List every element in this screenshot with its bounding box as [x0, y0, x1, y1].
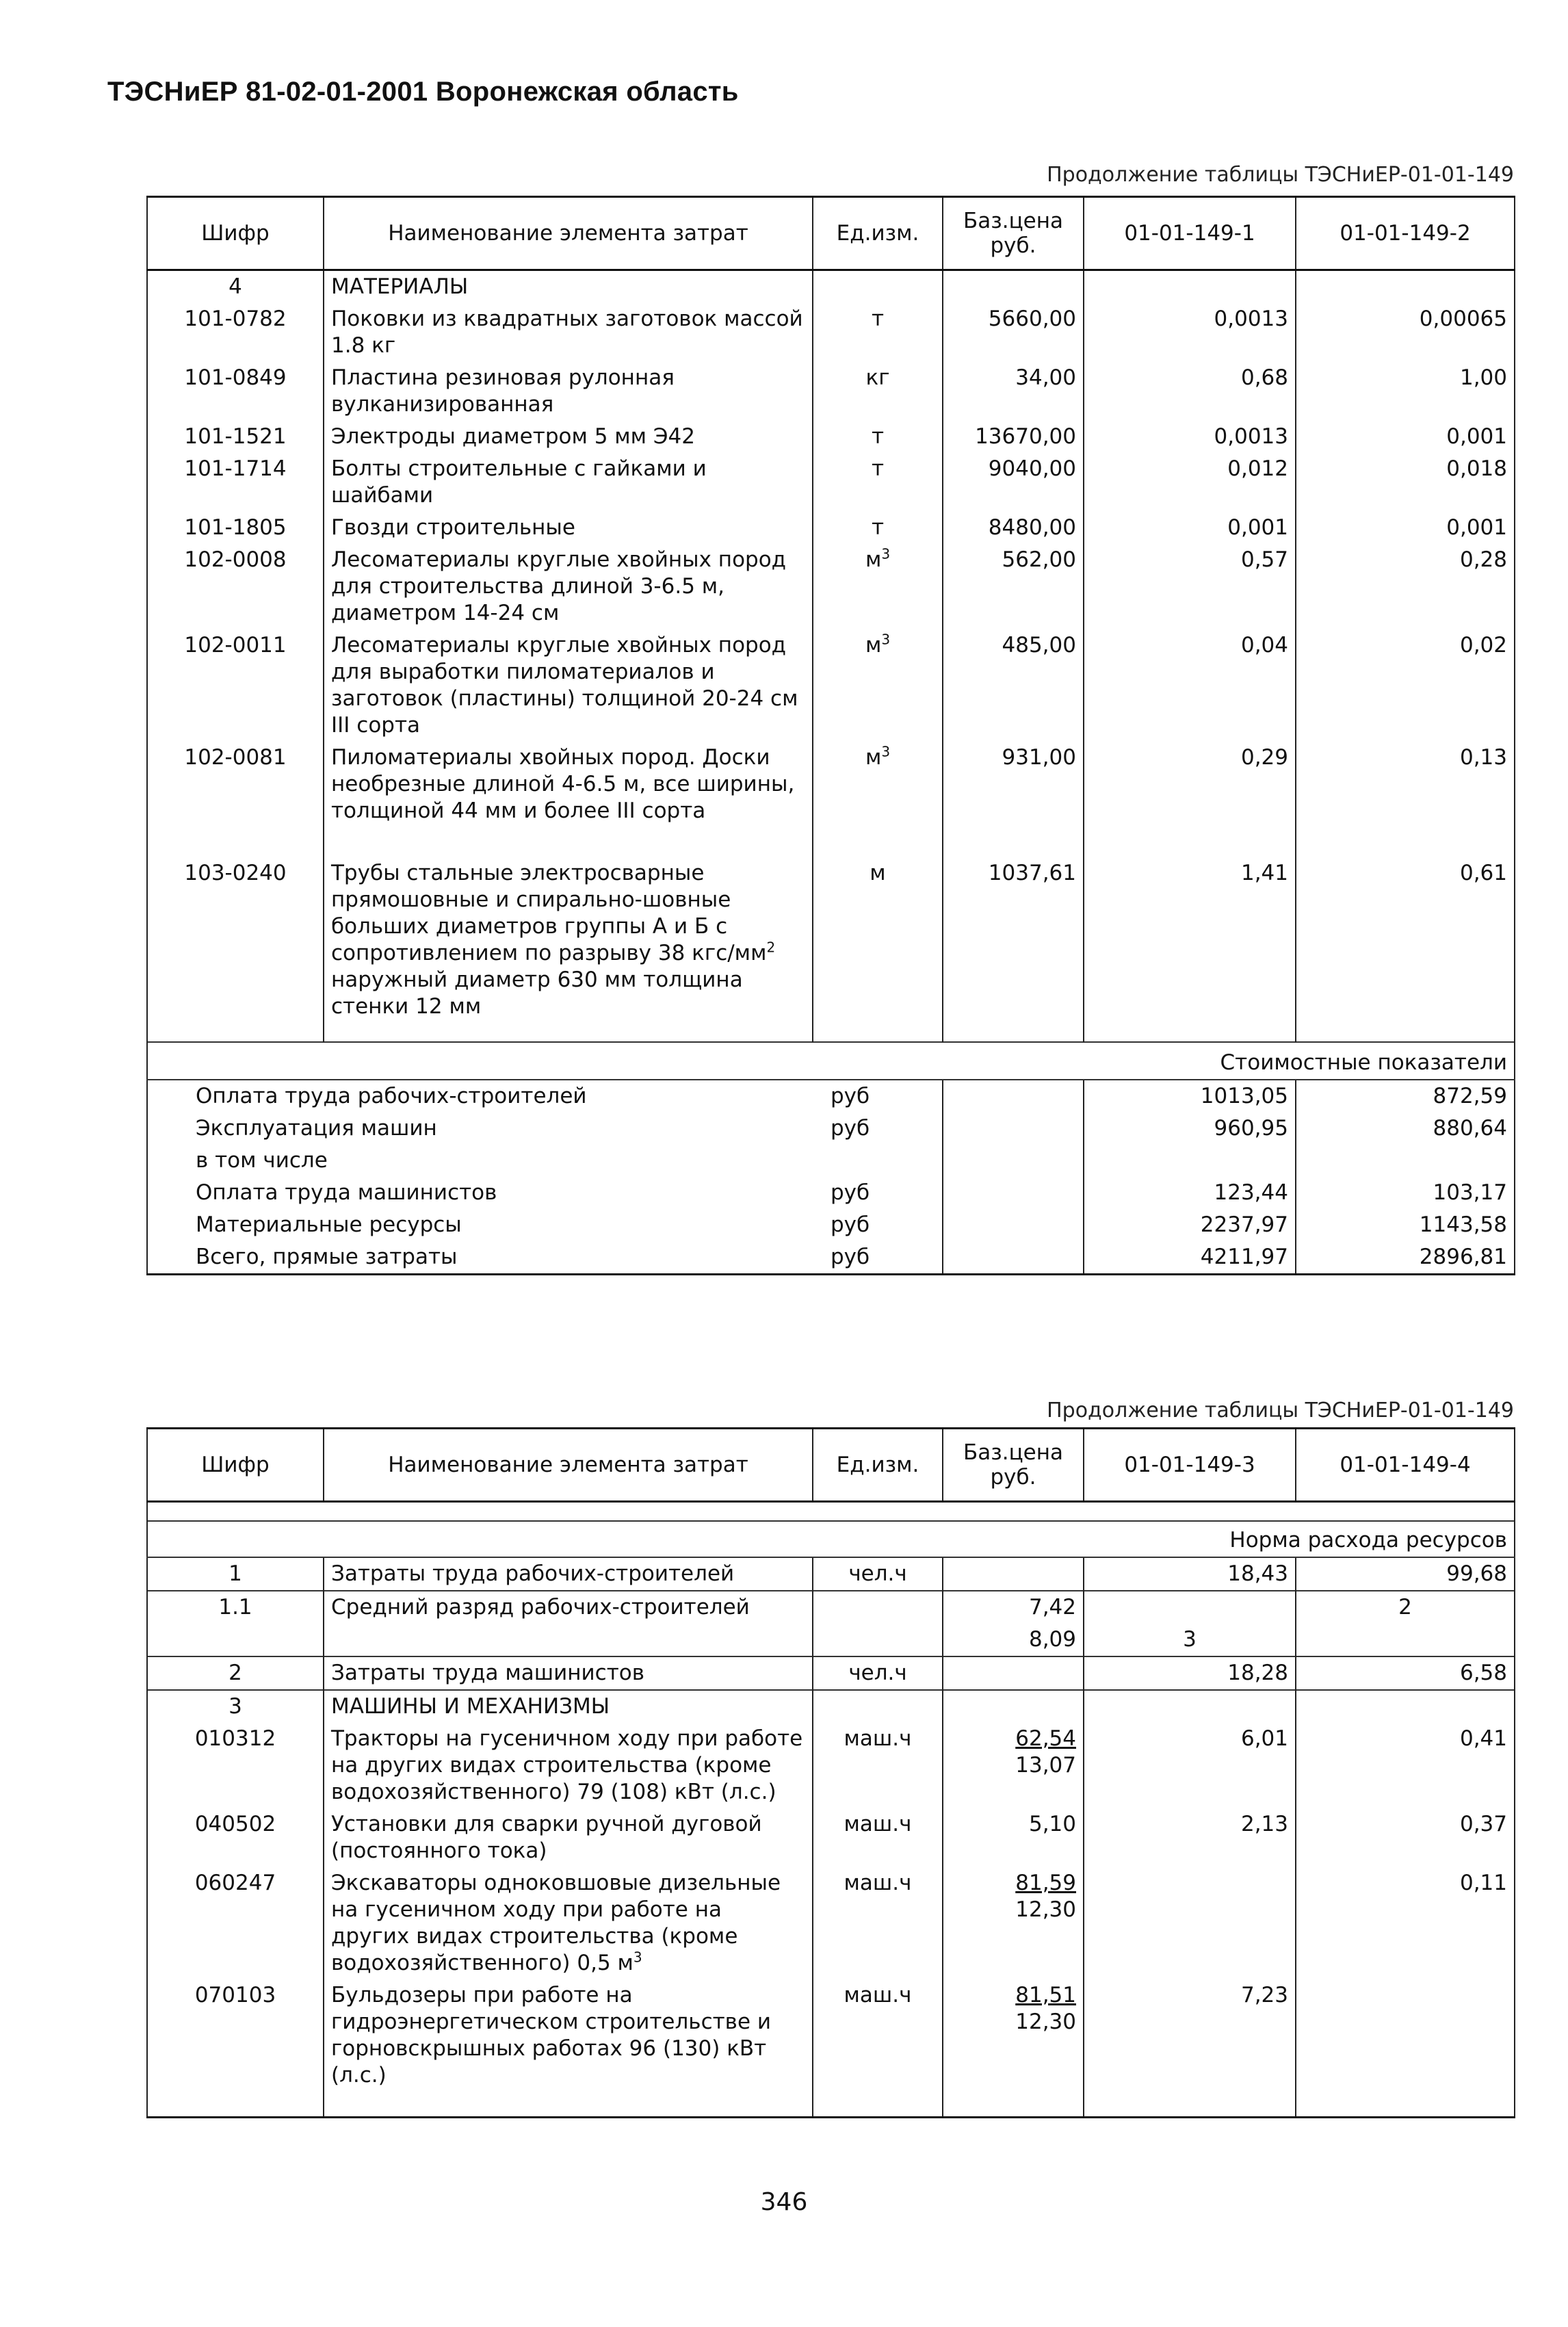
- summary-value2: 1143,58: [1296, 1209, 1515, 1241]
- row-value1: 7,23: [1084, 1979, 1296, 2118]
- row-unit: т: [813, 512, 943, 544]
- table-row: [147, 512, 1515, 544]
- price-bottom: 12,30: [1015, 2009, 1076, 2034]
- row-name: Бульдозеры при работе на гидроэнергетическом строительстве и горновскрышных работах 96 (130) кВт (л.с.): [324, 1979, 813, 2118]
- table-row: [147, 742, 1515, 827]
- row-value2: 0,61: [1296, 827, 1515, 1023]
- table-row: [147, 362, 1515, 421]
- row-name: Гвозди строительные: [324, 512, 813, 544]
- summary-row: [147, 1177, 1515, 1209]
- row-value2: 0,02: [1296, 629, 1515, 742]
- row-value1: 0,0013: [1084, 421, 1296, 453]
- row-code: 101-0849: [147, 362, 324, 421]
- summary-unit: руб: [813, 1177, 943, 1209]
- table-row: [147, 1656, 1515, 1690]
- row-value2: 0,00065: [1296, 303, 1515, 362]
- price-bottom: 13,07: [1015, 1752, 1076, 1778]
- table1-caption: Продолжение таблицы ТЭСНиЕР-01-01-149: [1047, 163, 1514, 187]
- row-code: 102-0008: [147, 544, 324, 629]
- row-unit: маш.ч: [813, 1723, 943, 1808]
- row-code: 040502: [147, 1808, 324, 1867]
- row-price: [943, 1723, 1084, 1808]
- row-value1: 2,13: [1084, 1808, 1296, 1867]
- row-price: 8480,00: [943, 512, 1084, 544]
- summary-value2: 880,64: [1296, 1113, 1515, 1145]
- summary-value1: [1084, 1145, 1296, 1177]
- row-price: [943, 1557, 1084, 1591]
- row-value1: [1084, 1867, 1296, 1979]
- summary-value1: 960,95: [1084, 1113, 1296, 1145]
- unit-text: м: [865, 547, 882, 572]
- table-row: [147, 1867, 1515, 1979]
- row-price: [943, 1656, 1084, 1690]
- summary-name: Оплата труда рабочих-строителей: [147, 1080, 813, 1113]
- table-row: [147, 1591, 1515, 1624]
- row-name: Установки для сварки ручной дуговой (постоянного тока): [324, 1808, 813, 1867]
- section-row: [147, 1690, 1515, 1723]
- cost-header: Стоимостные показатели: [147, 1042, 1515, 1080]
- table-row: [147, 1557, 1515, 1591]
- summary-unit: руб: [813, 1241, 943, 1275]
- document-title: ТЭСНиЕР 81-02-01-2001 Воронежская область: [107, 77, 739, 107]
- row-unit: м: [813, 827, 943, 1023]
- row-value1: 0,68: [1084, 362, 1296, 421]
- header-price: Баз.цена руб.: [943, 1429, 1084, 1502]
- row-price: [943, 1808, 1084, 1867]
- row-value2: 0,28: [1296, 544, 1515, 629]
- header-code: Шифр: [147, 1429, 324, 1502]
- page-number: 346: [760, 2188, 808, 2216]
- row-name: Лесоматериалы круглые хвойных пород для выработки пиломатериалов и заготовок (пластины) толщиной 20-24 см III сорта: [324, 629, 813, 742]
- row-code: 102-0011: [147, 629, 324, 742]
- row-code: 070103: [147, 1979, 324, 2118]
- row-price: 5660,00: [943, 303, 1084, 362]
- table-row: [147, 1808, 1515, 1867]
- row-value2: 0,001: [1296, 421, 1515, 453]
- price-top: 5,10: [1028, 1811, 1076, 1836]
- row-unit: чел.ч: [813, 1557, 943, 1591]
- row-price: 34,00: [943, 362, 1084, 421]
- row-price: 8,09: [943, 1624, 1084, 1656]
- row-price: 9040,00: [943, 453, 1084, 512]
- row-value2: 99,68: [1296, 1557, 1515, 1591]
- row-name: Пиломатериалы хвойных пород. Доски необрезные длиной 4-6.5 м, все ширины, толщиной 44 мм и более III сорта: [324, 742, 813, 827]
- row-unit: маш.ч: [813, 1979, 943, 2118]
- row-price: [943, 1867, 1084, 1979]
- row-value1: 1,41: [1084, 827, 1296, 1023]
- row-unit: маш.ч: [813, 1808, 943, 1867]
- row-value2: 0,11: [1296, 1867, 1515, 1979]
- summary-row: [147, 1209, 1515, 1241]
- table-row: [147, 1624, 1515, 1656]
- row-name: [324, 1624, 813, 1656]
- table2-caption: Продолжение таблицы ТЭСНиЕР-01-01-149: [1047, 1399, 1514, 1422]
- row-value1: 0,04: [1084, 629, 1296, 742]
- header-name: Наименование элемента затрат: [324, 1429, 813, 1502]
- row-value1: 0,001: [1084, 512, 1296, 544]
- row-value2: 0,37: [1296, 1808, 1515, 1867]
- summary-name: Эксплуатация машин: [147, 1113, 813, 1145]
- summary-value2: 2896,81: [1296, 1241, 1515, 1275]
- table-row: [147, 453, 1515, 512]
- row-value1: 0,29: [1084, 742, 1296, 827]
- row-price: [943, 1979, 1084, 2118]
- row-value2: [1296, 1979, 1515, 2118]
- price-top: 62,54: [1015, 1726, 1076, 1751]
- row-value2: 0,13: [1296, 742, 1515, 827]
- row-code: 101-1805: [147, 512, 324, 544]
- table-row: [147, 544, 1515, 629]
- row-name: Электроды диаметром 5 мм Э42: [324, 421, 813, 453]
- table-row: [147, 629, 1515, 742]
- row-name: Тракторы на гусеничном ходу при работе на других видах строительства (кроме водохозяйственного) 79 (108) кВт (л.с.): [324, 1723, 813, 1808]
- summary-value2: 872,59: [1296, 1080, 1515, 1113]
- header-col4: 01-01-149-4: [1296, 1429, 1515, 1502]
- header-name: Наименование элемента затрат: [324, 197, 813, 270]
- cost-header-row: [147, 1042, 1515, 1080]
- summary-value2: [1296, 1145, 1515, 1177]
- row-price: 1037,61: [943, 827, 1084, 1023]
- summary-name: Всего, прямые затраты: [147, 1241, 813, 1275]
- row-code: 060247: [147, 1867, 324, 1979]
- summary-value1: 1013,05: [1084, 1080, 1296, 1113]
- row-name: [324, 827, 813, 1023]
- table-row: [147, 1723, 1515, 1808]
- row-code: 101-1714: [147, 453, 324, 512]
- table-row: [147, 303, 1515, 362]
- row-unit: [813, 742, 943, 827]
- row-value2: 1,00: [1296, 362, 1515, 421]
- summary-row: [147, 1113, 1515, 1145]
- section-code: 3: [147, 1690, 324, 1723]
- row-code: 1.1: [147, 1591, 324, 1624]
- row-code: 101-0782: [147, 303, 324, 362]
- row-value2: 0,018: [1296, 453, 1515, 512]
- name-part: наружный диаметр 630 мм толщина стенки 12 мм: [331, 967, 743, 1019]
- summary-name: в том числе: [147, 1145, 813, 1177]
- row-value1: 0,012: [1084, 453, 1296, 512]
- row-value2: [1296, 1624, 1515, 1656]
- unit-superscript: 3: [881, 631, 891, 648]
- row-value1: 0,0013: [1084, 303, 1296, 362]
- table-row: [147, 421, 1515, 453]
- header-unit: Ед.изм.: [813, 1429, 943, 1502]
- row-code: [147, 1624, 324, 1656]
- row-name: [324, 1867, 813, 1979]
- section-name: МАШИНЫ И МЕХАНИЗМЫ: [324, 1690, 813, 1723]
- summary-value2: 103,17: [1296, 1177, 1515, 1209]
- row-name: Затраты труда рабочих-строителей: [324, 1557, 813, 1591]
- row-value1: 18,28: [1084, 1656, 1296, 1690]
- header-col3: 01-01-149-3: [1084, 1429, 1296, 1502]
- row-value2: 6,58: [1296, 1656, 1515, 1690]
- section-row: [147, 270, 1515, 304]
- summary-value1: 123,44: [1084, 1177, 1296, 1209]
- header-price: Баз.цена руб.: [943, 197, 1084, 270]
- table1: [146, 196, 1515, 1275]
- summary-unit: [813, 1145, 943, 1177]
- row-unit: т: [813, 421, 943, 453]
- row-value1: [1084, 1591, 1296, 1624]
- row-unit: т: [813, 453, 943, 512]
- summary-row: [147, 1145, 1515, 1177]
- row-code: 102-0081: [147, 742, 324, 827]
- row-unit: [813, 629, 943, 742]
- norm-header-row: [147, 1521, 1515, 1557]
- name-superscript: 3: [633, 1949, 642, 1966]
- row-code: 2: [147, 1656, 324, 1690]
- row-value2: 2: [1296, 1591, 1515, 1624]
- row-value1: 18,43: [1084, 1557, 1296, 1591]
- row-code: 1: [147, 1557, 324, 1591]
- table2: [146, 1427, 1515, 2118]
- header-col2: 01-01-149-2: [1296, 197, 1515, 270]
- summary-unit: руб: [813, 1209, 943, 1241]
- row-code: 103-0240: [147, 827, 324, 1023]
- row-value1: 0,57: [1084, 544, 1296, 629]
- row-value1: 3: [1084, 1624, 1296, 1656]
- summary-unit: руб: [813, 1080, 943, 1113]
- row-name: Пластина резиновая рулонная вулканизированная: [324, 362, 813, 421]
- unit-superscript: 3: [881, 743, 891, 760]
- name-part: Трубы стальные электросварные прямошовные и спирально-шовные больших диаметров группы А и Б с сопротивлением по разрыву 38 кгс/мм: [331, 861, 767, 965]
- unit-text: м: [865, 633, 882, 658]
- summary-name: Материальные ресурсы: [147, 1209, 813, 1241]
- header-code: Шифр: [147, 197, 324, 270]
- summary-row: [147, 1241, 1515, 1275]
- row-price: 485,00: [943, 629, 1084, 742]
- row-value1: 6,01: [1084, 1723, 1296, 1808]
- price-top: 81,51: [1015, 1982, 1076, 2007]
- row-code: 101-1521: [147, 421, 324, 453]
- summary-unit: руб: [813, 1113, 943, 1145]
- name-superscript: 2: [766, 939, 776, 956]
- summary-row: [147, 1080, 1515, 1113]
- row-name: Болты строительные с гайками и шайбами: [324, 453, 813, 512]
- price-bottom: 12,30: [1015, 1897, 1076, 1922]
- name-part: Экскаваторы одноковшовые дизельные на гусеничном ходу при работе на других видах строительства (кроме водохозяйственного) 0,5 м: [331, 1870, 781, 1975]
- row-price: 7,42: [943, 1591, 1084, 1624]
- row-unit: т: [813, 303, 943, 362]
- row-unit: маш.ч: [813, 1867, 943, 1979]
- section-name: МАТЕРИАЛЫ: [324, 270, 813, 304]
- row-code: 010312: [147, 1723, 324, 1808]
- row-price: 13670,00: [943, 421, 1084, 453]
- table-row: [147, 1979, 1515, 2118]
- row-unit: [813, 1624, 943, 1656]
- row-name: Лесоматериалы круглые хвойных пород для строительства длиной 3-6.5 м, диаметром 14-24 см: [324, 544, 813, 629]
- row-name: Затраты труда машинистов: [324, 1656, 813, 1690]
- row-name: Поковки из квадратных заготовок массой 1.8 кг: [324, 303, 813, 362]
- row-unit: кг: [813, 362, 943, 421]
- norm-header: Норма расхода ресурсов: [147, 1521, 1515, 1557]
- table-row: [147, 827, 1515, 1023]
- header-col1: 01-01-149-1: [1084, 197, 1296, 270]
- unit-text: м: [865, 745, 882, 770]
- summary-name: Оплата труда машинистов: [147, 1177, 813, 1209]
- row-price: 931,00: [943, 742, 1084, 827]
- row-value2: 0,001: [1296, 512, 1515, 544]
- row-name: Средний разряд рабочих-строителей: [324, 1591, 813, 1624]
- row-price: 562,00: [943, 544, 1084, 629]
- summary-value1: 4211,97: [1084, 1241, 1296, 1275]
- summary-value1: 2237,97: [1084, 1209, 1296, 1241]
- row-unit: [813, 1591, 943, 1624]
- row-unit: чел.ч: [813, 1656, 943, 1690]
- unit-superscript: 3: [881, 545, 891, 562]
- row-unit: [813, 544, 943, 629]
- row-value2: 0,41: [1296, 1723, 1515, 1808]
- header-unit: Ед.изм.: [813, 197, 943, 270]
- section-code: 4: [147, 270, 324, 304]
- price-top: 81,59: [1015, 1870, 1076, 1895]
